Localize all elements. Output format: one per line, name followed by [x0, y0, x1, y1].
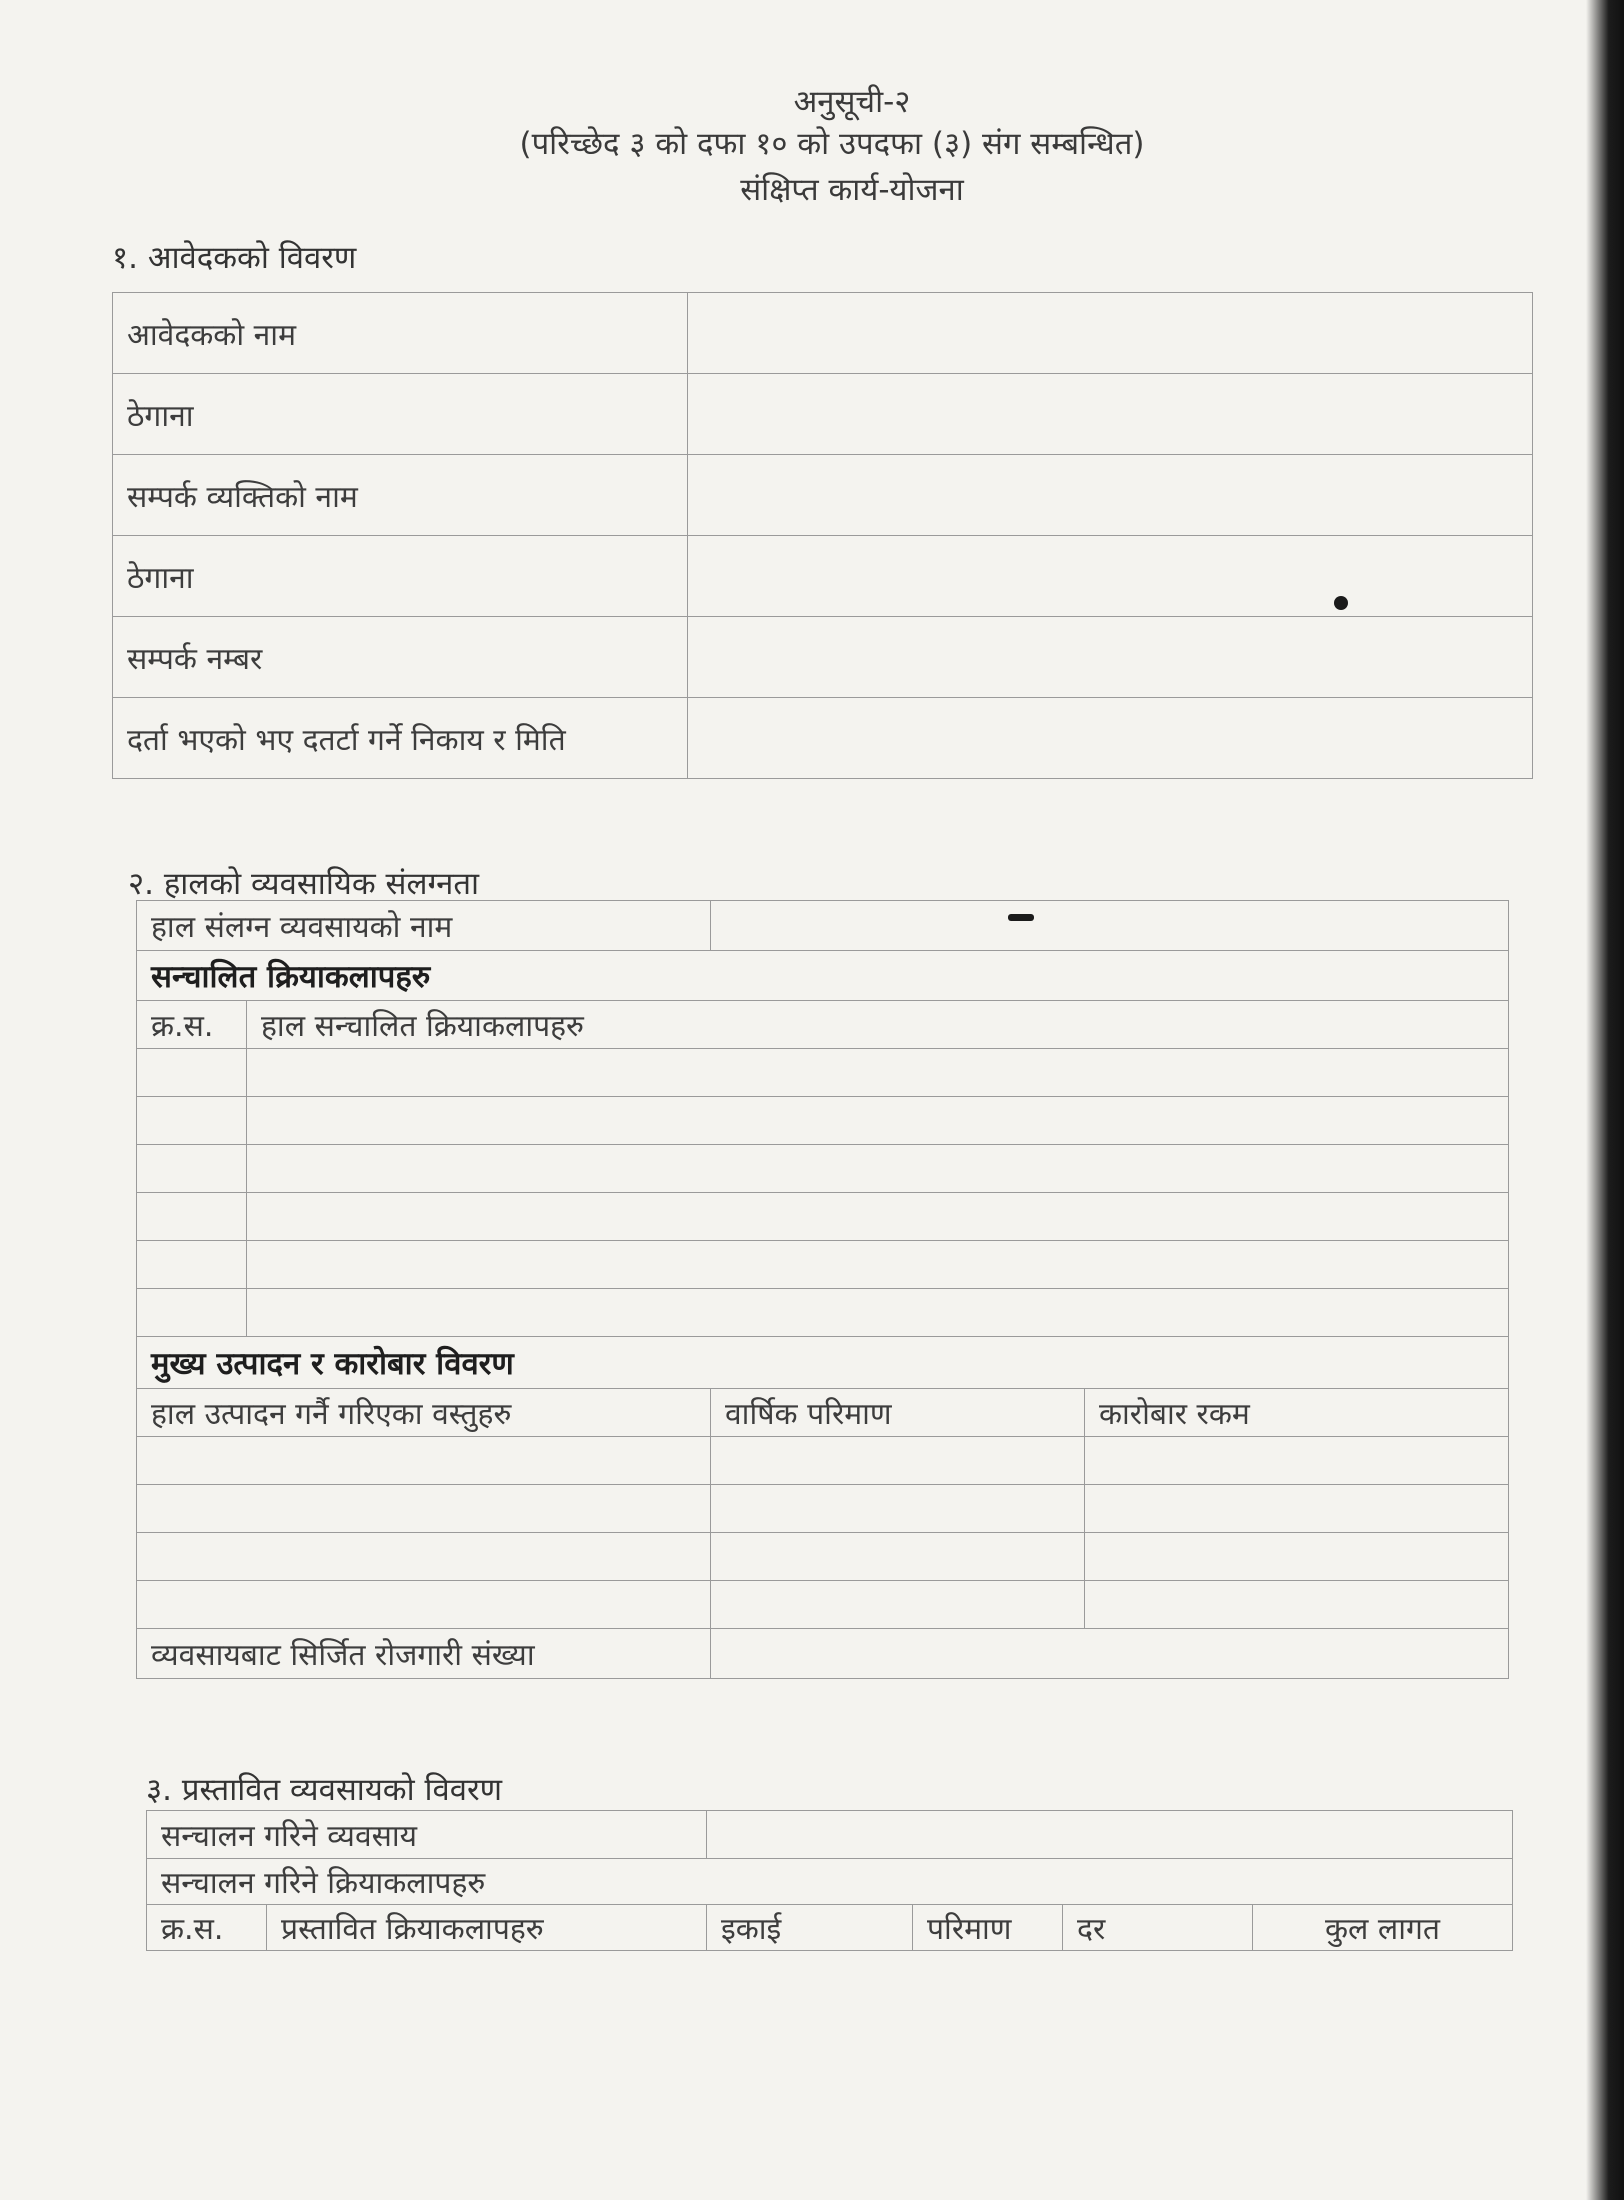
activities-heading: सन्चालित क्रियाकलापहरु — [137, 951, 1509, 1001]
serial-cell[interactable] — [137, 1241, 247, 1289]
turnover-amount-header: कारोबार रकम — [1085, 1389, 1509, 1437]
serial-cell[interactable] — [137, 1049, 247, 1097]
table-row — [137, 1289, 1509, 1337]
activity-cell[interactable] — [247, 1049, 1509, 1097]
applicant-name-label: आवेदकको नाम — [113, 293, 688, 374]
employment-value[interactable] — [711, 1629, 1509, 1679]
proposed-serial-header: क्र.स. — [147, 1905, 267, 1951]
activity-cell[interactable] — [247, 1145, 1509, 1193]
activity-cell[interactable] — [247, 1193, 1509, 1241]
table-row — [137, 1145, 1509, 1193]
table-row — [137, 1337, 1509, 1389]
table-row — [113, 536, 1533, 617]
table-row — [147, 1859, 1513, 1905]
table-row — [137, 1485, 1509, 1533]
table-row — [137, 951, 1509, 1001]
contact-number-label: सम्पर्क नम्बर — [113, 617, 688, 698]
contact-person-value[interactable] — [688, 455, 1533, 536]
amount-cell[interactable] — [1085, 1533, 1509, 1581]
activity-cell[interactable] — [247, 1241, 1509, 1289]
registration-label: दर्ता भएको भए दतर्टा गर्ने निकाय र मिति — [113, 698, 688, 779]
production-heading: मुख्य उत्पादन र कारोबार विवरण — [137, 1337, 1509, 1389]
table-row — [137, 1001, 1509, 1049]
contact-person-label: सम्पर्क व्यक्तिको नाम — [113, 455, 688, 536]
table-row — [137, 1389, 1509, 1437]
business-name-value[interactable] — [711, 901, 1509, 951]
table-row — [137, 901, 1509, 951]
amount-cell[interactable] — [1085, 1485, 1509, 1533]
proposed-activities-label: सन्चालन गरिने क्रियाकलापहरु — [147, 1859, 1513, 1905]
table-row — [137, 1049, 1509, 1097]
product-cell[interactable] — [137, 1485, 711, 1533]
products-header: हाल उत्पादन गर्नै गरिएका वस्तुहरु — [137, 1389, 711, 1437]
proposed-business-label: सन्चालन गरिने व्यवसाय — [147, 1811, 707, 1859]
activity-cell[interactable] — [247, 1097, 1509, 1145]
serial-cell[interactable] — [137, 1145, 247, 1193]
quantity-cell[interactable] — [711, 1485, 1085, 1533]
table-row — [137, 1581, 1509, 1629]
quantity-cell[interactable] — [711, 1581, 1085, 1629]
table-row — [137, 1097, 1509, 1145]
contact-address-value[interactable] — [688, 536, 1533, 617]
applicant-details-table — [112, 292, 1533, 779]
current-business-table — [136, 900, 1509, 1679]
total-cost-header: कुल लागत — [1253, 1905, 1513, 1951]
quantity-header: परिमाण — [913, 1905, 1063, 1951]
table-row — [147, 1811, 1513, 1859]
table-row — [113, 374, 1533, 455]
rate-header: दर — [1063, 1905, 1253, 1951]
contact-number-value[interactable] — [688, 617, 1533, 698]
business-name-label: हाल संलग्न व्यवसायको नाम — [137, 901, 711, 951]
header-reference: (परिच्छेद ३ को दफा १० को उपदफा (३) संग सम्बन्धित) — [519, 126, 1145, 162]
activities-serial-header: क्र.स. — [137, 1001, 247, 1049]
serial-cell[interactable] — [137, 1289, 247, 1337]
contact-address-label: ठेगाना — [113, 536, 688, 617]
unit-header: इकाई — [707, 1905, 913, 1951]
section1-title: १. आवेदकको विवरण — [112, 240, 357, 276]
table-row — [137, 1533, 1509, 1581]
serial-cell[interactable] — [137, 1193, 247, 1241]
activities-name-header: हाल सन्चालित क्रियाकलापहरु — [247, 1001, 1509, 1049]
quantity-cell[interactable] — [711, 1437, 1085, 1485]
proposed-business-value[interactable] — [707, 1811, 1513, 1859]
quantity-cell[interactable] — [711, 1533, 1085, 1581]
registration-value[interactable] — [688, 698, 1533, 779]
applicant-address-label: ठेगाना — [113, 374, 688, 455]
table-row — [147, 1905, 1513, 1951]
product-cell[interactable] — [137, 1581, 711, 1629]
annual-quantity-header: वार्षिक परिमाण — [711, 1389, 1085, 1437]
table-row — [137, 1629, 1509, 1679]
header-annex: अनुसूची-२ — [793, 84, 911, 120]
section2-title: २. हालको व्यवसायिक संलग्नता — [128, 866, 480, 902]
activity-cell[interactable] — [247, 1289, 1509, 1337]
section3-title: ३. प्रस्तावित व्यवसायको विवरण — [146, 1772, 503, 1808]
page-title: संक्षिप्त कार्य-योजना — [740, 172, 964, 208]
serial-cell[interactable] — [137, 1097, 247, 1145]
product-cell[interactable] — [137, 1437, 711, 1485]
table-row — [113, 293, 1533, 374]
employment-label: व्यवसायबाट सिर्जित रोजगारी संख्या — [137, 1629, 711, 1679]
amount-cell[interactable] — [1085, 1437, 1509, 1485]
proposed-business-table — [146, 1810, 1513, 1951]
table-row — [113, 617, 1533, 698]
proposed-activity-header: प्रस्तावित क्रियाकलापहरु — [267, 1905, 707, 1951]
table-row — [113, 455, 1533, 536]
amount-cell[interactable] — [1085, 1581, 1509, 1629]
product-cell[interactable] — [137, 1533, 711, 1581]
table-row — [137, 1437, 1509, 1485]
table-row — [137, 1193, 1509, 1241]
table-row — [113, 698, 1533, 779]
page-edge-shadow — [1586, 0, 1624, 2200]
table-row — [137, 1241, 1509, 1289]
applicant-address-value[interactable] — [688, 374, 1533, 455]
applicant-name-value[interactable] — [688, 293, 1533, 374]
